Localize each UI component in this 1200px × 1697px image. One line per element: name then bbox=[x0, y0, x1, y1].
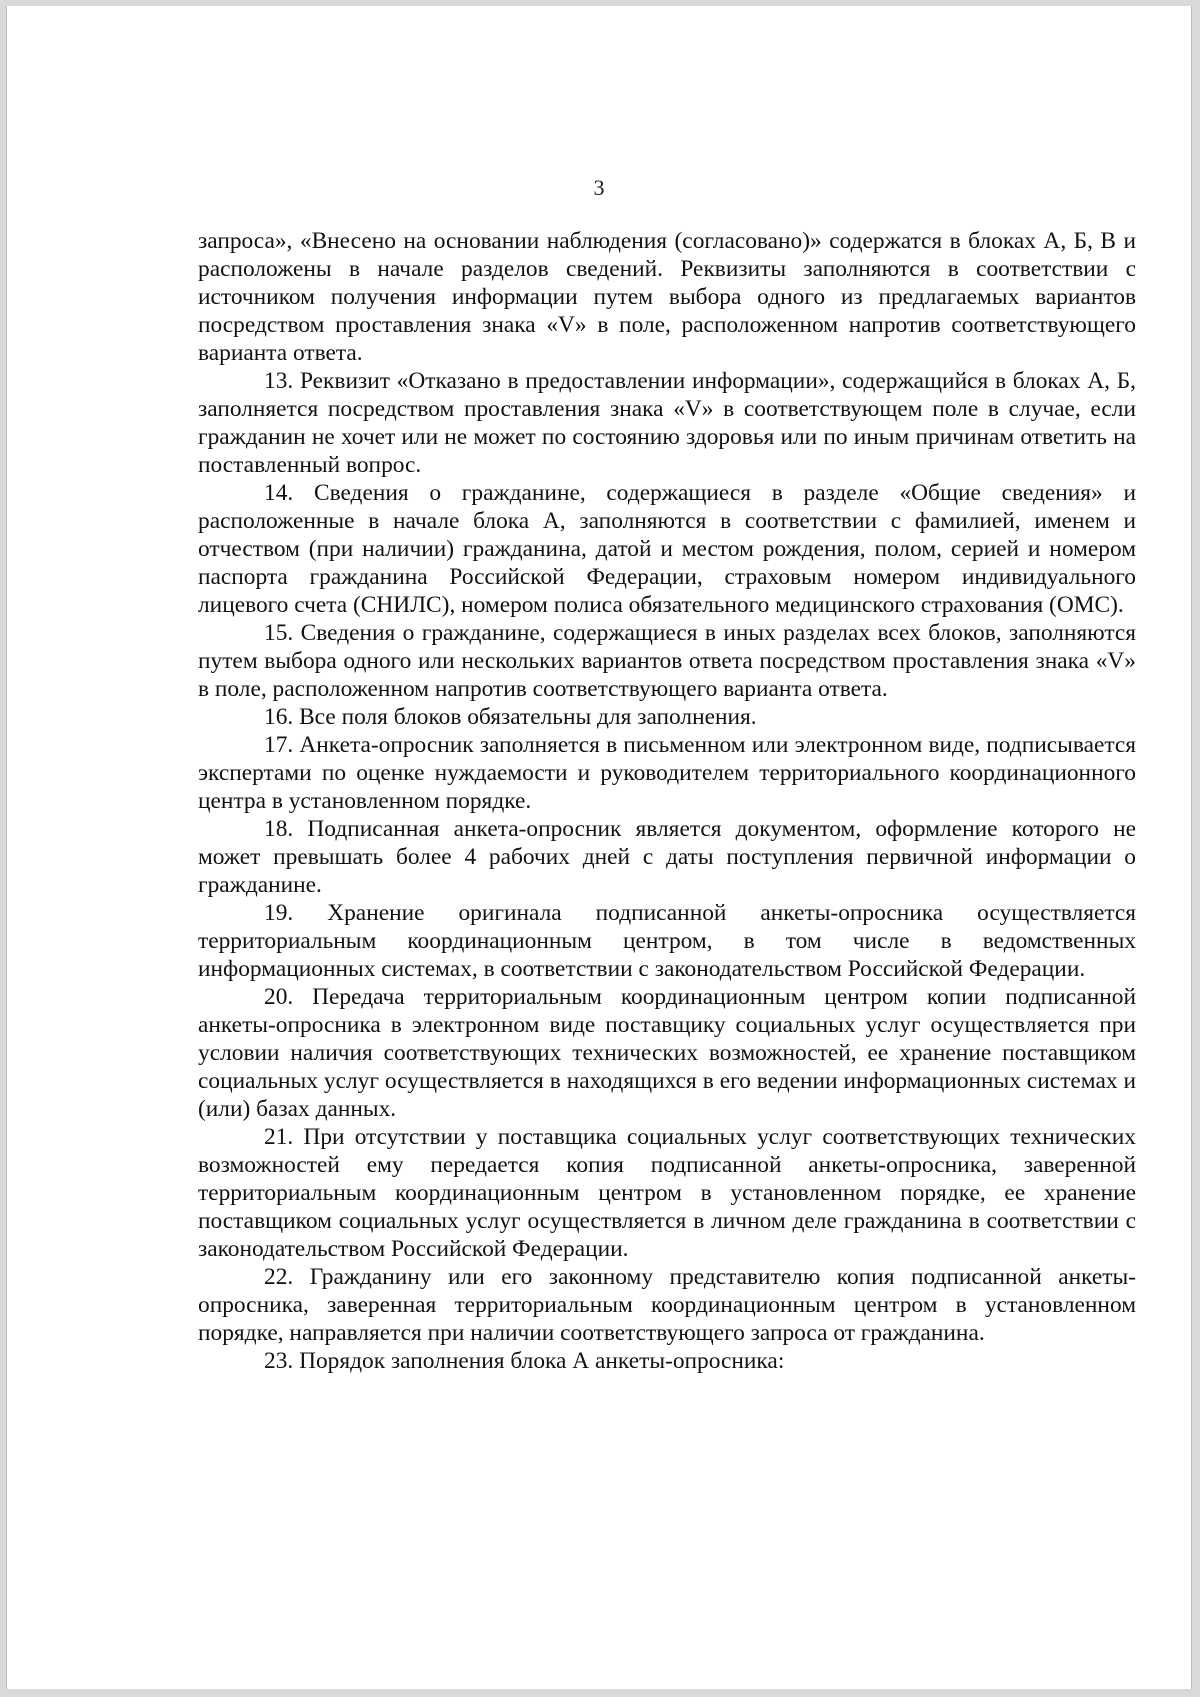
paragraph-15: 15. Сведения о гражданине, содержащиеся в иных разделах всех блоков, заполняются путем выбора одного или нескольких вариантов ответа посредством проставления знака «V» в поле, расположенном напротив соответствующего варианта ответа. bbox=[198, 620, 1136, 702]
paragraph-14: 14. Сведения о гражданине, содержащиеся в разделе «Общие сведения» и расположенные в начале блока А, заполняются в соответствии с фамилией, именем и отчеством (при наличии) гражданина, датой и местом рождения, полом, серией и номером паспорта гражданина Российской Федерации, страховым номером индивидуального лицевого счета (СНИЛС), номером полиса обязательного медицинского страхования (ОМС). bbox=[198, 480, 1136, 618]
paragraph-16: 16. Все поля блоков обязательны для заполнения. bbox=[264, 704, 757, 730]
document-page bbox=[6, 6, 1192, 1689]
paragraph-continuation: запроса», «Внесено на основании наблюдения (согласовано)» содержатся в блоках А, Б, В и расположены в начале разделов сведений. Реквизиты заполняются в соответствии с источником получения информации путем выбора одного из предлагаемых вариантов посредством проставления знака «V» в поле, расположенном напротив соответствующего варианта ответа. bbox=[198, 228, 1136, 366]
paragraph-17: 17. Анкета-опросник заполняется в письменном или электронном виде, подписывается экспертами по оценке нуждаемости и руководителем территориального координационного центра в установленном порядке. bbox=[198, 732, 1136, 814]
paragraph-18: 18. Подписанная анкета-опросник является документом, оформление которого не может превышать более 4 рабочих дней с даты поступления первичной информации о гражданине. bbox=[198, 816, 1136, 898]
page-number: 3 bbox=[593, 175, 605, 200]
paragraph-20: 20. Передача территориальным координационным центром копии подписанной анкеты-опросника в электронном виде поставщику социальных услуг осуществляется при условии наличия соответствующих технических возможностей, ее хранение поставщиком социальных услуг осуществляется в находящихся в его ведении информационных системах и (или) базах данных. bbox=[198, 984, 1136, 1122]
paragraph-22: 22. Гражданину или его законному представителю копия подписанной анкеты-опросника, заверенная территориальным координационным центром в установленном порядке, направляется при наличии соответствующего запроса от гражданина. bbox=[198, 1264, 1136, 1346]
paragraph-21: 21. При отсутствии у поставщика социальных услуг соответствующих технических возможностей ему передается копия подписанной анкеты-опросника, заверенной территориальным координационным центром в установленном порядке, ее хранение поставщиком социальных услуг осуществляется в личном деле гражданина в соответствии с законодательством Российской Федерации. bbox=[198, 1124, 1136, 1262]
document-body bbox=[198, 227, 1136, 1375]
paragraph-13: 13. Реквизит «Отказано в предоставлении информации», содержащийся в блоках А, Б, заполняется посредством проставления знака «V» в соответствующем поле в случае, если гражданин не хочет или не может по состоянию здоровья или по иным причинам ответить на поставленный вопрос. bbox=[198, 368, 1136, 478]
paragraph-23: 23. Порядок заполнения блока А анкеты-опросника: bbox=[264, 1348, 785, 1374]
paragraph-19: 19. Хранение оригинала подписанной анкеты-опросника осуществляется территориальным координационным центром, в том числе в ведомственных информационных системах, в соответствии с законодательством Российской Федерации. bbox=[198, 900, 1136, 982]
